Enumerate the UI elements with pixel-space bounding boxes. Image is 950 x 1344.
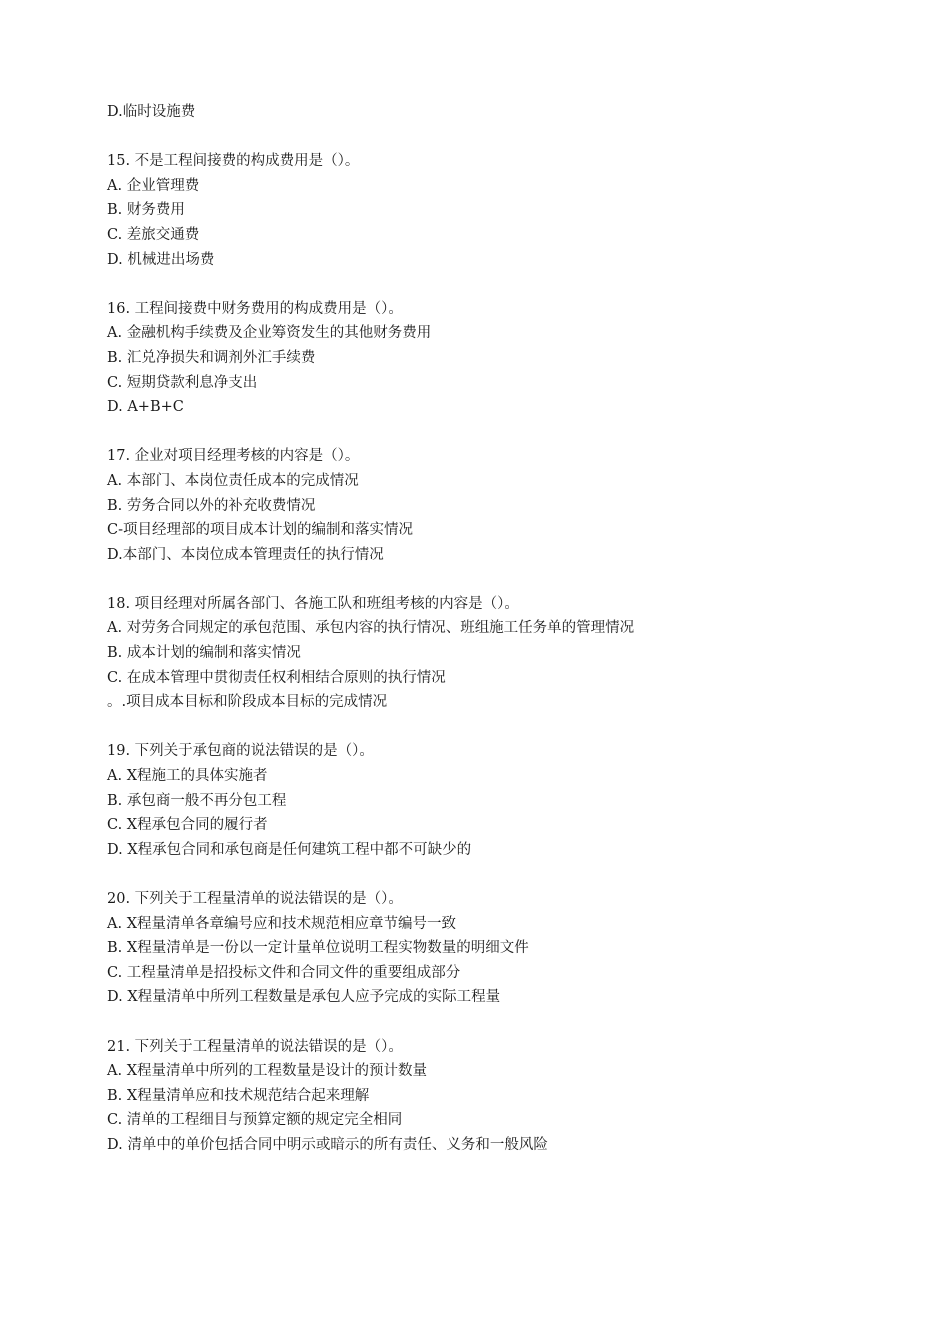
answer-option: A. 对劳务合同规定的承包范围、承包内容的执行情况、班组施工任务单的管理情况 [107, 620, 635, 637]
question-stem: 17. 企业对项目经理考核的内容是（）。 [107, 448, 360, 465]
answer-option: C. 差旅交通费 [107, 226, 200, 243]
answer-option: B. 劳务合同以外的补充收费情况 [107, 497, 316, 514]
question-block [107, 149, 887, 272]
answer-option: B. 汇兑净损失和调剂外汇手续费 [107, 349, 316, 366]
question-block [107, 1035, 887, 1158]
answer-option: B. 成本计划的编制和落实情况 [107, 645, 301, 662]
answer-option: B. 承包商一般不再分包工程 [107, 792, 287, 809]
answer-option: A. 金融机构手续费及企业筹资发生的其他财务费用 [107, 325, 432, 342]
question-list [107, 149, 887, 1157]
answer-option: A. 企业管理费 [107, 177, 200, 194]
question-stem: 16. 工程间接费中财务费用的构成费用是（）。 [107, 300, 403, 317]
answer-option: A. X程施工的具体实施者 [107, 768, 268, 785]
question-block [107, 444, 887, 567]
answer-option: 。.项目成本目标和阶段成本目标的完成情况 [107, 694, 388, 711]
question-block [107, 739, 887, 862]
question-stem: 20. 下列关于工程量清单的说法错误的是（）。 [107, 891, 403, 907]
question-stem: 21. 下列关于工程量清单的说法错误的是（）。 [107, 1038, 403, 1055]
answer-option: C. 在成本管理中贯彻责任权利相结合原则的执行情况 [107, 669, 446, 686]
document-page [107, 100, 887, 1158]
answer-option: D. A+B+C [107, 399, 184, 416]
answer-option: C-项目经理部的项目成本计划的编制和落实情况 [107, 522, 413, 539]
answer-option: C. X程承包合同的履行者 [107, 817, 268, 834]
answer-option: D. 机械进出场费 [107, 251, 215, 268]
answer-option: A. 本部门、本岗位责任成本的完成情况 [107, 472, 359, 489]
answer-option: C. 清单的工程细目与预算定额的规定完全相同 [107, 1112, 403, 1129]
question-block [107, 297, 887, 420]
question-block [107, 592, 887, 715]
lead-option-line: D.临时设施费 [107, 104, 196, 120]
answer-option: B. X程量清单是一份以一定计量单位说明工程实物数量的明细文件 [107, 940, 529, 957]
answer-option: B. X程量清单应和技术规范结合起来理解 [107, 1087, 370, 1104]
answer-option: D. 清单中的单价包括合同中明示或暗示的所有责任、义务和一般风险 [107, 1136, 548, 1153]
answer-option: C. 工程量清单是招投标文件和合同文件的重要组成部分 [107, 964, 461, 981]
answer-option: B. 财务费用 [107, 202, 185, 219]
question-stem: 19. 下列关于承包商的说法错误的是（）。 [107, 743, 374, 760]
answer-option: D.本部门、本岗位成本管理责任的执行情况 [107, 546, 384, 563]
question-stem: 18. 项目经理对所属各部门、各施工队和班组考核的内容是（）。 [107, 595, 519, 612]
answer-option: D. X程承包合同和承包商是任何建筑工程中都不可缺少的 [107, 841, 472, 858]
answer-option: A. X程量清单各章编号应和技术规范相应章节编号一致 [107, 915, 457, 932]
answer-option: C. 短期贷款利息净支出 [107, 374, 258, 391]
question-stem: 15. 不是工程间接费的构成费用是（）。 [107, 153, 360, 170]
question-block [107, 887, 887, 1010]
answer-option: A. X程量清单中所列的工程数量是设计的预计数量 [107, 1063, 428, 1080]
answer-option: D. X程量清单中所列工程数量是承包人应予完成的实际工程量 [107, 989, 501, 1006]
